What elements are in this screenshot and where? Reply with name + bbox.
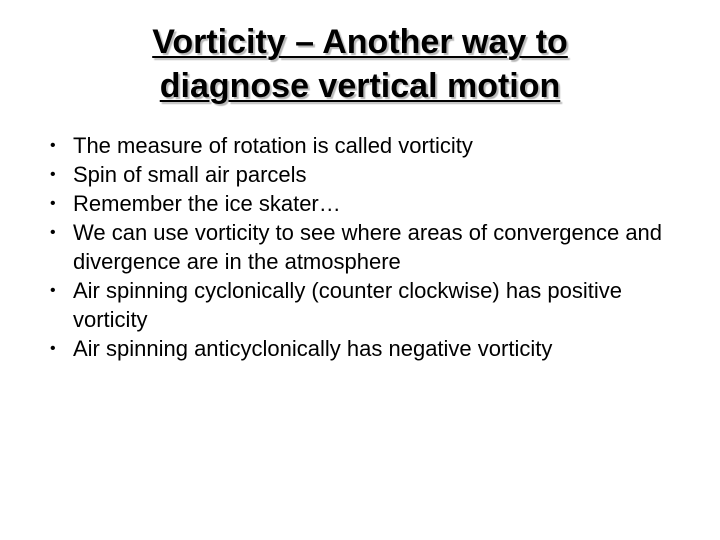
bullet-dot-icon: • — [50, 195, 56, 212]
bullet-list — [50, 131, 680, 363]
bullet-text: Air spinning anticyclonically has negative vorticity — [73, 336, 553, 361]
bullet-item — [50, 334, 680, 363]
slide-title — [60, 20, 660, 108]
bullet-text: Remember the ice skater… — [73, 191, 341, 216]
bullet-item — [50, 160, 680, 189]
bullet-dot-icon: • — [50, 166, 56, 183]
bullet-dot-icon: • — [50, 282, 56, 299]
bullet-dot-icon: • — [50, 224, 56, 241]
bullet-text: Spin of small air parcels — [73, 162, 307, 187]
bullet-dot-icon: • — [50, 340, 56, 357]
title-line: diagnose vertical motion — [159, 67, 561, 105]
bullet-item — [50, 218, 680, 276]
bullet-item — [50, 131, 680, 160]
bullet-dot-icon: • — [50, 137, 56, 154]
title-line: Vorticity – Another way to — [152, 23, 568, 61]
bullet-text: Air spinning cyclonically (counter clockwise) has positive vorticity — [73, 278, 623, 332]
bullet-item — [50, 276, 680, 334]
bullet-text: We can use vorticity to see where areas of convergence and divergence are in the atmosphere — [73, 220, 663, 274]
bullet-item — [50, 189, 680, 218]
bullet-text: The measure of rotation is called vorticity — [73, 133, 473, 158]
